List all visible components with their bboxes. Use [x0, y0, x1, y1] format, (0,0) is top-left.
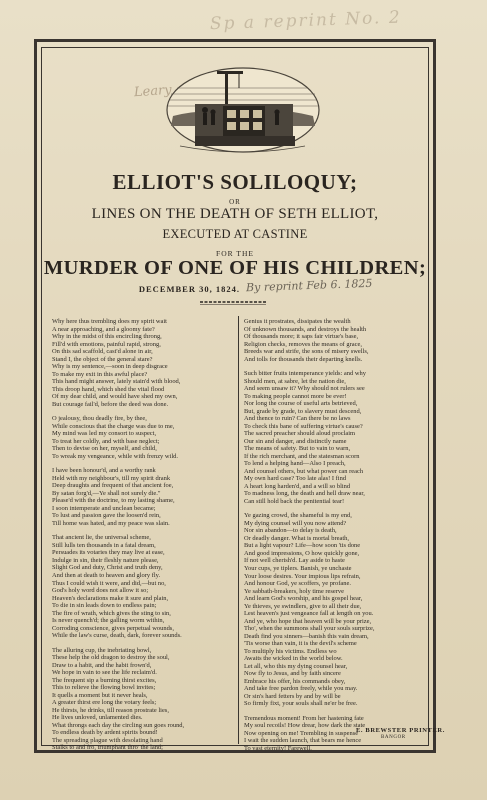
date-line: DECEMBER 30, 1824.: [138, 284, 240, 294]
poem-line: Tremendous moment! From her hastening fate: [244, 714, 364, 722]
poem-line: And ye, who hope that heaven will be your prize,: [244, 617, 372, 625]
poem-line: The alluring cup, the inebriating bowl,: [52, 646, 152, 654]
poem-line: Let all, who this my dying counsel hear,: [244, 662, 348, 670]
poem-line: Fill'd with emotions, painful rapid, strong,: [52, 340, 161, 348]
faded-handwriting: Sp a reprint No. 2: [209, 7, 402, 35]
poem-line: Till home was hated, and my peace was slain.: [52, 519, 170, 527]
poem-line: To endless death by ardent spirits bound!: [52, 729, 158, 737]
poem-column-left: [52, 318, 227, 752]
poem-line: What throngs each day the circling sun goes round,: [52, 721, 185, 729]
poem-line: Draw to a habit, and the habit frown'd,: [52, 661, 152, 669]
stanza-gap: [52, 527, 227, 534]
poem-line: To vast eternity! Farewell.: [244, 744, 312, 752]
murder-heading: MURDER OF ONE OF HIS CHILDREN;: [43, 257, 427, 279]
poem-line: To treat her coldly, and with base neglect;: [52, 437, 160, 445]
poem-line: Heaven's declarations make it sure and plain,: [52, 594, 169, 602]
poem-line: It quells a moment but it never heals,: [52, 691, 148, 699]
for-the-line: FOR THE: [216, 249, 254, 258]
poem-line: Embrace his offer, his commands obey,: [244, 677, 346, 685]
poem-line: Of thousands more; it saps fair virtue's base,: [244, 333, 359, 341]
poem-line: The fire of wrath, which gives the sting to sin,: [52, 609, 171, 617]
poem-line: God's holy word does not allow it so;: [52, 587, 149, 595]
poem-line: This droop hand, which shed the vital flood: [52, 385, 165, 393]
poem-line: Can still hold back the penitential tear!: [244, 497, 345, 505]
stanza-gap: [244, 505, 419, 512]
poem-line: My soul recoils! How drear, how dark the state: [244, 722, 366, 730]
poem-line: Our sin and danger, and distinctly name: [244, 437, 347, 445]
poem-line: O jealousy, thou deadly fire, by thee,: [52, 415, 147, 423]
poem-line: To lend a helping hand—Also I preach,: [244, 460, 346, 468]
stanza-gap: [52, 408, 227, 415]
stanza-gap: [244, 363, 419, 370]
poem-line: Thus I could wish it were, and did,—but no,: [52, 579, 166, 587]
poem-line: If not well cherish'd. Lay aside to haste: [244, 557, 345, 565]
broadside-title: ELLIOT'S SOLILOQUY;: [112, 170, 358, 194]
subtitle: LINES ON THE DEATH OF SETH ELLIOT,: [91, 206, 379, 222]
poem-line: Tho', when the summons shall your souls surprize,: [244, 625, 375, 633]
poem-line: Corroding conscience, gives perpetual wounds,: [52, 624, 174, 632]
poem-line: My mind was led my consort to suspect,: [52, 430, 157, 438]
poem-line: A near approaching, and a gloomy fate?: [52, 325, 155, 333]
poem-line: I have been honour'd, and a worthy rank: [52, 467, 156, 475]
poem-line: But courage fail'd, before the deed was done.: [52, 400, 169, 408]
poem-line: So firmly fixt, your souls shall ne'er be free.: [244, 700, 358, 708]
poem-line: Death find you sinners—banish this vain dream,: [244, 632, 369, 640]
poem-line: Nor sin abandon—to delay is death,: [244, 527, 337, 535]
poem-line: Of unknown thousands, and destroys the health: [244, 325, 367, 333]
poem-line: And honour God, ye scoffers, ye profane.: [244, 580, 351, 588]
poem-line: To check this bane of suffering virtue's cause?: [244, 422, 363, 430]
printer-imprint: E. BREWSTER PRINTER.: [356, 727, 445, 734]
poem-line: I wait the sudden launch, that bears me hence: [244, 737, 362, 745]
poem-line: These help the old dragon to destroy the soul,: [52, 654, 170, 662]
poem-line: Then to devise on her, myself, and child,: [52, 445, 157, 453]
poem-line: Should men, at sabre, let the nation die,: [244, 377, 346, 385]
executed-line: EXECUTED AT CASTINE: [162, 227, 308, 241]
poem-line: And good impressions, O how quickly gone,: [244, 549, 360, 557]
poem-line: Now opening on me! Trembling in suspense: [244, 729, 359, 737]
poem-line: To lust and passion gave the loosen'd rein,: [52, 512, 161, 520]
poem-line: To multiply his victims. Endless wo: [244, 647, 337, 655]
poem-line: To make my exit in this awful place?: [52, 370, 148, 378]
poem-line: And learn God's worship, and his gospel hear,: [244, 595, 363, 603]
poem-line: If the rich merchant, and the statesman scorn: [244, 452, 360, 460]
poem-line: Awaits the wicked in the world below.: [244, 655, 343, 663]
poem-line: My own hard case? Too late alas! I find: [244, 475, 347, 483]
poem-line: That ancient lie, the universal scheme,: [52, 534, 151, 542]
poem-line: Held with my neighbour's, till my spirit drank: [52, 474, 171, 482]
poem-line: To madness long, the death and hell draw near,: [244, 490, 365, 498]
or-connector: OR: [229, 198, 241, 206]
poem-line: He thirsts, he drinks, till reason prostrate lies,: [52, 706, 169, 714]
poem-line: Your cups, ye tiplers. Banish, ye unchaste: [244, 564, 352, 572]
poem-line: Lest heaven's just vengeance fall at length on you.: [244, 610, 374, 618]
poem-line: Now fly to Jesus, and by faith sincere: [244, 670, 341, 678]
poem-line: And counsel others, but what power can reach: [244, 467, 364, 475]
poem-line: Is never quench'd; the galling worm within,: [52, 617, 165, 625]
poem-line: Your loose desires. Your impious lips refrain,: [244, 572, 361, 580]
poem-line: Or deadly danger. What is mortal breath,: [244, 534, 349, 542]
poem-line: To die in sin leads down to endless pain;: [52, 602, 157, 610]
poem-line: Of my dear child, and would have shed my own,: [52, 393, 178, 401]
poem-column-right: [244, 318, 419, 752]
poem-line: The spreading plague with desolating hand: [52, 736, 163, 744]
poem-line: This to relieve the flowing bowl invites;: [52, 684, 156, 692]
poem-line: To making people cannot more be ever!: [244, 392, 347, 400]
poem-line: Religion checks, removes the means of grace,: [244, 340, 362, 348]
poem-line: Slight God and duty, Christ and truth deny,: [52, 564, 163, 572]
poem-line: Ye sabbath-breakers, holy time reserve: [244, 587, 344, 595]
poem-line: Why is my sentence,—soon in deep disgrace: [52, 363, 168, 371]
poem-line: We hope in vain to see the life reclaim'd.: [52, 669, 157, 677]
poem-line: Stalks to and fro, triumphant thro' the land;: [52, 744, 163, 752]
pencil-annotation: Leary: [133, 82, 173, 101]
poem-line: And take free pardon freely, while you may.: [244, 685, 358, 693]
poem-line: Please'd with the doctrine, to my lasting shame,: [52, 497, 175, 505]
handwritten-date-note: By reprint Feb 6. 1825: [245, 276, 373, 295]
poem-line: While conscious that the charge was due to me,: [52, 422, 175, 430]
poem-line: Why here thus trembling does my spirit wait: [52, 318, 167, 325]
poem-line: Genius it prostrates, dissipates the wealth: [244, 318, 351, 325]
poem-line: Persuades its votaries they may live at ease,: [52, 549, 165, 557]
poem-line: Such bitter fruits intemperance yields: and why: [244, 370, 366, 378]
poem-line: Ye gazing crowd, the shameful is my end,: [244, 512, 352, 520]
stanza-gap: [244, 708, 419, 715]
poem-line: A greater thirst ere long the votary feels;: [52, 699, 157, 707]
printer-place: BANGOR: [381, 735, 406, 740]
poem-line: And then at death to heaven and glory fly.: [52, 571, 161, 579]
poem-line: Stand I, the object of the general stare?: [52, 355, 153, 363]
column-divider: [238, 316, 239, 744]
poem-line: The means of safety. But to vain to warn,: [244, 445, 351, 453]
poem-line: The frequent sip a burning thirst excites,: [52, 676, 157, 684]
stanza-gap: [52, 640, 227, 647]
poem-line: Still lulls ten thousands in a fatal dream,: [52, 541, 156, 549]
poem-line: And seem unsaw it? Why should not rulers see: [244, 385, 365, 393]
stanza-gap: [52, 460, 227, 467]
poem-line: Why in the midst of this encircling throng,: [52, 333, 162, 341]
poem-line: I soon intemperate and unclean became;: [52, 504, 156, 512]
poem-line: And thence to ruin? Can there be no laws: [244, 415, 351, 423]
poem-line: The sacred preacher should aloud proclaim: [244, 430, 355, 438]
poem-line: My dying counsel will you now attend?: [244, 519, 347, 527]
poem-line: Deep draughts and frequent of that ancient foe,: [52, 482, 174, 490]
poem-line: But a light vapour? Life—how soon 'tis done: [244, 542, 361, 550]
execution-scene-woodcut: [165, 66, 320, 158]
poem-line: On this sad scaffold, cast'd alone in air,: [52, 348, 153, 356]
poem-line: This hand might answer, lately stain'd with blood,: [52, 378, 181, 386]
poem-line: Nor long the course of useful arts betrieved,: [244, 400, 358, 408]
poem-line: By satan forg'd,—Ye shall not surely die.": [52, 489, 161, 497]
poem-line: Or sin's hard fetters by and by will be: [244, 692, 341, 700]
ornamental-rule: [198, 298, 268, 306]
poem-line: 'Tis worse than vain, it is the devil's scheme: [244, 640, 357, 648]
poem-line: To wreak my vengeance, while with frenzy wild.: [52, 452, 178, 460]
poem-line: Ye thieves, ye swindlers, give to all their due,: [244, 602, 362, 610]
poem-line: Breeds war and strife, the sons of misery swells,: [244, 348, 369, 356]
poem-line: He lives unloved, unlamented dies.: [52, 714, 143, 722]
poem-line: A heart long harden'd, and a will so blind: [244, 482, 351, 490]
poem-line: But, grade by grade, to slavery must descend,: [244, 407, 362, 415]
poem-line: Indulge in sin, their fleshly nature please,: [52, 556, 159, 564]
poem-line: While the law's curse, death, dark, forever sounds.: [52, 632, 182, 640]
poem-line: And tolls for thousands their departing knells.: [244, 355, 363, 363]
